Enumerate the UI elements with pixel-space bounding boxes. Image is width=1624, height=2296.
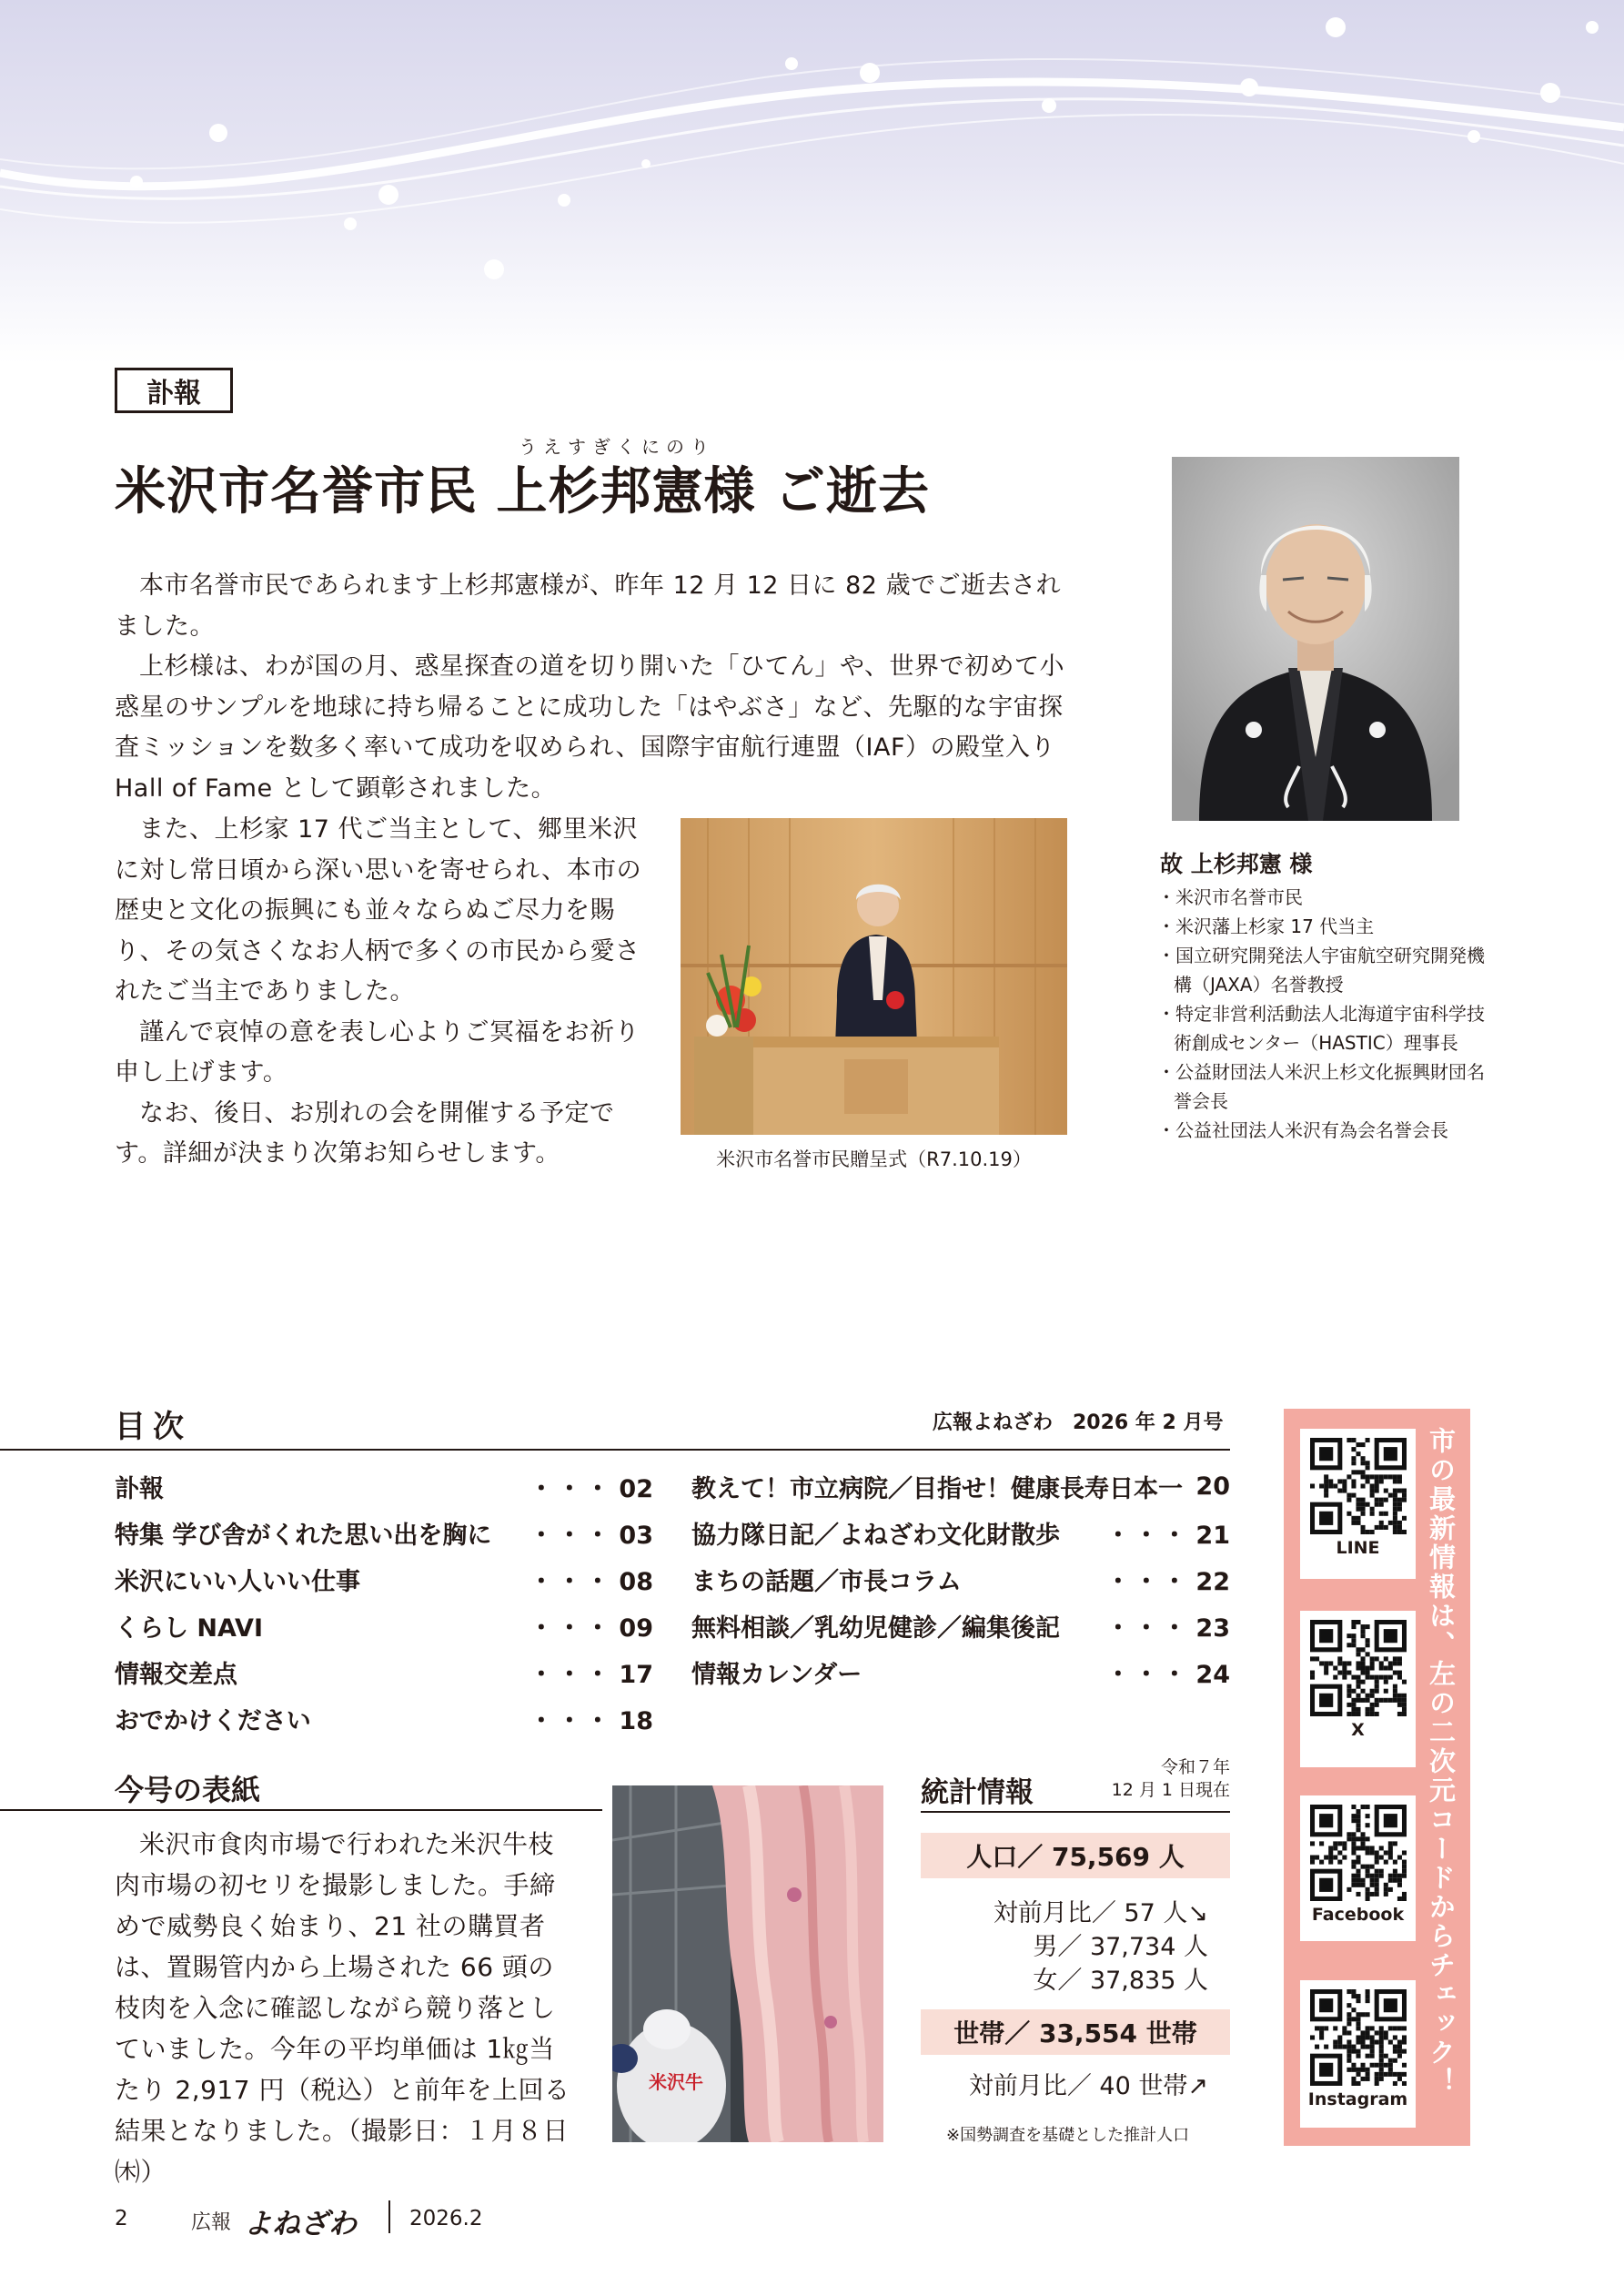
toc-right-column [691, 1463, 1230, 1695]
x-qr-icon[interactable] [1310, 1620, 1407, 1716]
toc-dots: ・・・ [529, 1707, 614, 1735]
toc-item-label: 訃報 [115, 1475, 164, 1503]
toc-item[interactable] [115, 1463, 653, 1510]
toc-item[interactable] [691, 1556, 1230, 1603]
stats-title: 統計情報 [921, 1776, 1034, 1809]
toc-page: 08 [619, 1568, 653, 1596]
page-title: 米沢市名誉市民 上杉邦憲様 ご逝去 [115, 462, 930, 521]
qr-label: Facebook [1311, 1905, 1405, 1925]
population-box: 人口／ 75,569 人 [921, 1833, 1230, 1878]
toc-page: 24 [1195, 1661, 1230, 1689]
obituary-body-top [115, 566, 1070, 809]
stats-note: ※国勢調査を基礎とした推計人口 [946, 2126, 1190, 2145]
cover-photo [612, 1785, 883, 2142]
qr-label: Instagram [1307, 2089, 1408, 2109]
role-item: ・ 公益社団法人米沢有為会名誉会長 [1157, 1116, 1485, 1145]
toc-item-label: 特集 学び舎がくれた思い出を胸に [115, 1522, 492, 1550]
toc-item[interactable] [115, 1649, 653, 1695]
footer-issue: 2026.2 [409, 2207, 483, 2230]
toc-item-label: 情報交差点 [115, 1661, 237, 1689]
toc-dots: ・・・ [1105, 1661, 1191, 1689]
name-ruby: うえすぎくにのり [519, 436, 715, 458]
toc-dots: ・・・ [529, 1475, 614, 1503]
toc-item[interactable] [691, 1649, 1230, 1695]
stats-date [1083, 1756, 1230, 1802]
toc-dots: ・・・ [1105, 1614, 1191, 1643]
cover-body [115, 1824, 579, 2192]
obituary-paragraph: 上杉様は、わが国の月、惑星探査の道を切り開いた「ひてん」や、世界で初めて小惑星のサンプルを地球に持ち帰ることに成功した「はやぶさ」など、先駆的な宇宙探査ミッションを数多く率いて成功を収められ、国際宇宙航行連盟（IAF）の殿堂入り Hall of Fame として顕彰されました。 [115, 652, 1064, 803]
toc-item[interactable] [115, 1695, 653, 1742]
facebook-qr-icon[interactable] [1310, 1805, 1407, 1901]
toc-dots: ・・・ [1105, 1568, 1191, 1596]
toc-page: 03 [619, 1522, 653, 1550]
instagram-qr-icon[interactable] [1310, 1989, 1407, 2086]
stats-divider [921, 1811, 1230, 1813]
obituary-paragraph: なお、後日、お別れの会を開催する予定です。詳細が決まり次第お知らせします。 [115, 1098, 615, 1168]
obituary-paragraph: 本市名誉市民であられます上杉邦憲様が、昨年 12 月 12 日に 82 歳でご逝去されました。 [115, 571, 1062, 641]
footer-divider [388, 2200, 390, 2233]
issue-label: 広報よねざわ 2026 年 2 月号 [933, 1411, 1224, 1434]
role-item: ・ 公益財団法人米沢上杉文化振興財団名誉会長 [1157, 1057, 1485, 1116]
sns-panel [1284, 1409, 1470, 2146]
toc-item-label: 無料相談／乳幼児健診／編集後記 [691, 1614, 1060, 1643]
toc-item[interactable] [691, 1510, 1230, 1556]
cover-title: 今号の表紙 [115, 1773, 261, 1807]
toc-page: 22 [1195, 1568, 1230, 1596]
qr-card-facebook[interactable] [1300, 1795, 1416, 1941]
toc-dots: ・・・ [529, 1568, 614, 1596]
stats-date-line: 12 月 1 日現在 [1111, 1780, 1230, 1800]
male-count: 男／ 37,734 人 [1033, 1933, 1208, 1961]
role-item: ・ 米沢市名誉市民 [1157, 883, 1485, 912]
role-item: ・ 米沢藩上杉家 17 代当主 [1157, 912, 1485, 941]
qr-label: LINE [1336, 1538, 1380, 1558]
stats-date-line: 令和７年 [1160, 1757, 1230, 1777]
ceremony-photo [681, 818, 1067, 1135]
footer-brand-logo: よねざわ [244, 2208, 357, 2240]
toc-item-label: まちの話題／市長コラム [691, 1568, 962, 1596]
cover-text: 米沢市食肉市場で行われた米沢牛枝肉市場の初セリを撮影しました。手締めで威勢良く始まり、21 社の購買者は、置賜管内から上場された 66 頭の枝肉を入念に確認しながら競り落としていました。今年の平均単価は 1㎏当たり 2,917 円（税込）と前年を上回る結果となりました。（撮影日：１月８日㈭） [115, 1829, 570, 2187]
portrait-photo [1172, 457, 1459, 821]
toc-item-label: 協力隊日記／よねざわ文化財散歩 [691, 1522, 1060, 1550]
toc-page: 18 [619, 1707, 653, 1735]
toc-title: 目次 [115, 1409, 191, 1445]
toc-dots: ・・・ [529, 1614, 614, 1643]
toc-dots: ・・・ [1105, 1522, 1191, 1550]
toc-left-column [115, 1463, 653, 1742]
cover-divider [0, 1809, 602, 1811]
toc-item[interactable] [115, 1510, 653, 1556]
population-change: 対前月比／ 57 人↘ [993, 1899, 1208, 1927]
person-name: 故 上杉邦憲 様 [1160, 851, 1313, 877]
toc-item-label: 情報カレンダー [691, 1661, 862, 1689]
households-change: 対前月比／ 40 世帯↗ [968, 2072, 1208, 2100]
toc-item[interactable] [115, 1556, 653, 1603]
toc-page: 20 [1195, 1472, 1230, 1501]
line-qr-icon[interactable] [1310, 1438, 1407, 1534]
role-item: ・ 国立研究開発法人宇宙航空研究開発機構（JAXA）名誉教授 [1157, 941, 1485, 999]
roles-list [1157, 883, 1485, 1145]
toc-dots: ・・・ [529, 1522, 614, 1550]
toc-page: 02 [619, 1475, 653, 1503]
page-number: 2 [115, 2207, 128, 2230]
toc-item-label: おでかけください [115, 1707, 311, 1735]
obituary-paragraph: また、上杉家 17 代ご当主として、郷里米沢に対し常日頃から深い思いを寄せられ、本市の歴史と文化の振興にも並々ならぬご尽力を賜り、その気さくなお人柄で多くの市民から愛されたご当主でありました。 [115, 815, 642, 1006]
header-wave-decoration [0, 0, 1624, 300]
role-item: ・ 特定非営利活動法人北海道宇宙科学技術創成センター（HASTIC）理事長 [1157, 999, 1485, 1057]
toc-item-label: くらし NAVI [115, 1614, 264, 1643]
households-box: 世帯／ 33,554 世帯 [921, 2009, 1230, 2055]
obituary-body-left [115, 810, 647, 1175]
photo-caption: 米沢市名誉市民贈呈式（R7.10.19） [716, 1148, 1032, 1170]
toc-item-label: 米沢にいい人いい仕事 [115, 1568, 360, 1596]
qr-card-line[interactable] [1300, 1429, 1416, 1579]
toc-item-label: 教えて！市立病院／目指せ！健康長寿日本一 [691, 1475, 1183, 1503]
toc-item[interactable] [115, 1603, 653, 1649]
toc-page: 23 [1195, 1614, 1230, 1643]
toc-divider [0, 1449, 1230, 1451]
toc-item[interactable] [691, 1603, 1230, 1649]
footer-brand-prefix: 広報 [191, 2211, 232, 2234]
apron-text: 米沢牛 [649, 2071, 703, 2093]
toc-page: 17 [619, 1661, 653, 1689]
female-count: 女／ 37,835 人 [1033, 1967, 1208, 1995]
qr-card-x[interactable] [1300, 1611, 1416, 1767]
qr-label: X [1351, 1720, 1365, 1740]
toc-page: 09 [619, 1614, 653, 1643]
qr-card-instagram[interactable] [1300, 1980, 1416, 2128]
toc-dots: ・・・ [529, 1661, 614, 1689]
obituary-tag: 訃報 [115, 368, 233, 413]
sns-vertical-text: 市の最新情報は、左の二次元コードからチェック！ [1426, 1427, 1457, 2097]
obituary-paragraph: 謹んで哀悼の意を表し心よりご冥福をお祈り申し上げます。 [115, 1017, 640, 1087]
toc-item[interactable] [691, 1463, 1230, 1510]
toc-page: 21 [1195, 1522, 1230, 1550]
